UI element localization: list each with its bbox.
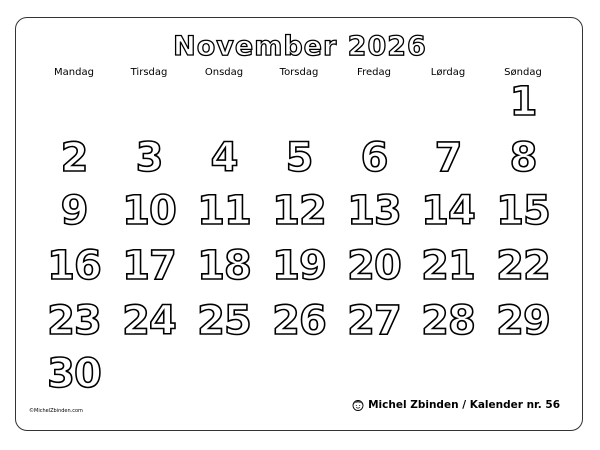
author-credit-text: Michel Zbinden / Kalender nr. 56 xyxy=(368,399,560,411)
day-number: 30 xyxy=(47,351,101,397)
smiling-face-icon xyxy=(352,399,364,411)
weekday-label: Mandag xyxy=(54,67,94,78)
day-number: 24 xyxy=(122,298,176,344)
day-number: 26 xyxy=(272,298,326,344)
day-number: 21 xyxy=(421,243,475,289)
day-number: 6 xyxy=(360,135,388,181)
day-number: 2 xyxy=(60,135,88,181)
day-number: 1 xyxy=(509,79,537,125)
day-number: 14 xyxy=(421,188,475,234)
day-number: 23 xyxy=(47,298,101,344)
day-number: 22 xyxy=(496,243,550,289)
calendar-title: November 2026 xyxy=(173,31,427,62)
weekday-label: Lørdag xyxy=(430,67,466,78)
day-number: 7 xyxy=(434,135,462,181)
day-number: 19 xyxy=(272,243,326,289)
day-number: 11 xyxy=(197,188,251,234)
day-number: 8 xyxy=(509,135,537,181)
day-number: 16 xyxy=(47,243,101,289)
weekday-label: Søndag xyxy=(504,67,542,78)
day-number: 17 xyxy=(122,243,176,289)
day-number: 12 xyxy=(272,188,326,234)
day-number: 20 xyxy=(347,243,401,289)
weekday-label: Fredag xyxy=(357,67,391,78)
weekday-label: Tirsdag xyxy=(130,67,168,78)
weekday-label: Onsdag xyxy=(204,67,244,78)
day-number: 29 xyxy=(496,298,550,344)
day-number: 4 xyxy=(210,135,238,181)
day-number: 3 xyxy=(135,135,163,181)
day-number: 15 xyxy=(496,188,550,234)
website-credit: ©MichelZbinden.com xyxy=(29,408,83,414)
day-number: 13 xyxy=(347,188,401,234)
day-number: 25 xyxy=(197,298,251,344)
weekday-label: Torsdag xyxy=(279,67,319,78)
day-number: 5 xyxy=(285,135,313,181)
day-number: 27 xyxy=(347,298,401,344)
day-number: 18 xyxy=(197,243,251,289)
day-number: 10 xyxy=(122,188,176,234)
day-number: 28 xyxy=(421,298,475,344)
author-credit xyxy=(352,399,560,411)
day-number: 9 xyxy=(60,188,88,234)
